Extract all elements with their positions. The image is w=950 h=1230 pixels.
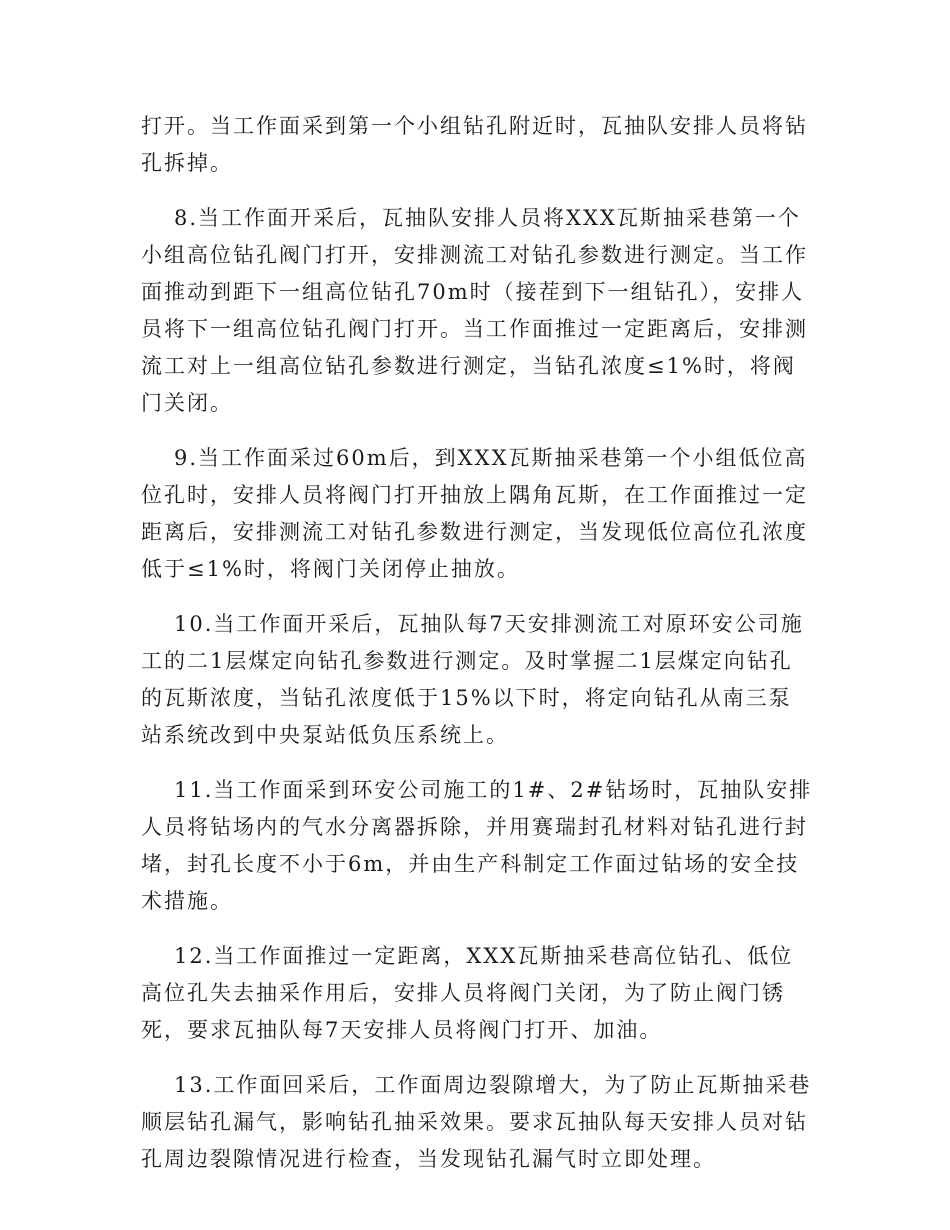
paragraph-item-12: 12.当工作面推过一定距离，XXX瓦斯抽采巷高位钻孔、低位高位孔失去抽采作用后，安排人员将阀门关闭，为了防止阀门锈死，要求瓦抽队每7天安排人员将阀门打开、加油。 [141,944,794,1042]
paragraph-item-8: 8.当工作面开采后，瓦抽队安排人员将XXX瓦斯抽采巷第一个小组高位钻孔阀门打开，安排测流工对钻孔参数进行测定。当工作面推动到距下一组高位钻孔70m时（接茬到下一组钻孔），安排人员将下一组高位钻孔阀门打开。当工作面推过一定距离后，安排测流工对上一组高位钻孔参数进行测定，当钻孔浓度≤1%时，将阀门关闭。 [141,206,808,415]
paragraph-item-9: 9.当工作面采过60m后，到XXX瓦斯抽采巷第一个小组低位高位孔时，安排人员将阀门打开抽放上隅角瓦斯，在工作面推过一定距离后，安排测流工对钻孔参数进行测定，当发现低位高位孔浓度低于≤1%时，将阀门关闭停止抽放。 [141,446,808,581]
document-body [141,108,813,1196]
paragraph-item-13: 13.工作面回采后，工作面周边裂隙增大，为了防止瓦斯抽采巷顺层钻孔漏气，影响钻孔抽采效果。要求瓦抽队每天安排人员对钻孔周边裂隙情况进行检查，当发现钻孔漏气时立即处理。 [141,1073,812,1171]
paragraph-continuation: 打开。当工作面采到第一个小组钻孔附近时，瓦抽队安排人员将钻孔拆掉。 [141,114,808,175]
paragraph-item-11: 11.当工作面采到环安公司施工的1#、2#钻场时，瓦抽队安排人员将钻场内的气水分离器拆除，并用赛瑞封孔材料对钻孔进行封堵，封孔长度不小于6m，并由生产科制定工作面过钻场的安全技术措施。 [141,778,813,913]
paragraph-item-10: 10.当工作面开采后，瓦抽队每7天安排测流工对原环安公司施工的二1层煤定向钻孔参数进行测定。及时掌握二1层煤定向钻孔的瓦斯浓度，当钻孔浓度低于15%以下时，将定向钻孔从南三泵站系统改到中央泵站低负压系统上。 [141,612,804,747]
